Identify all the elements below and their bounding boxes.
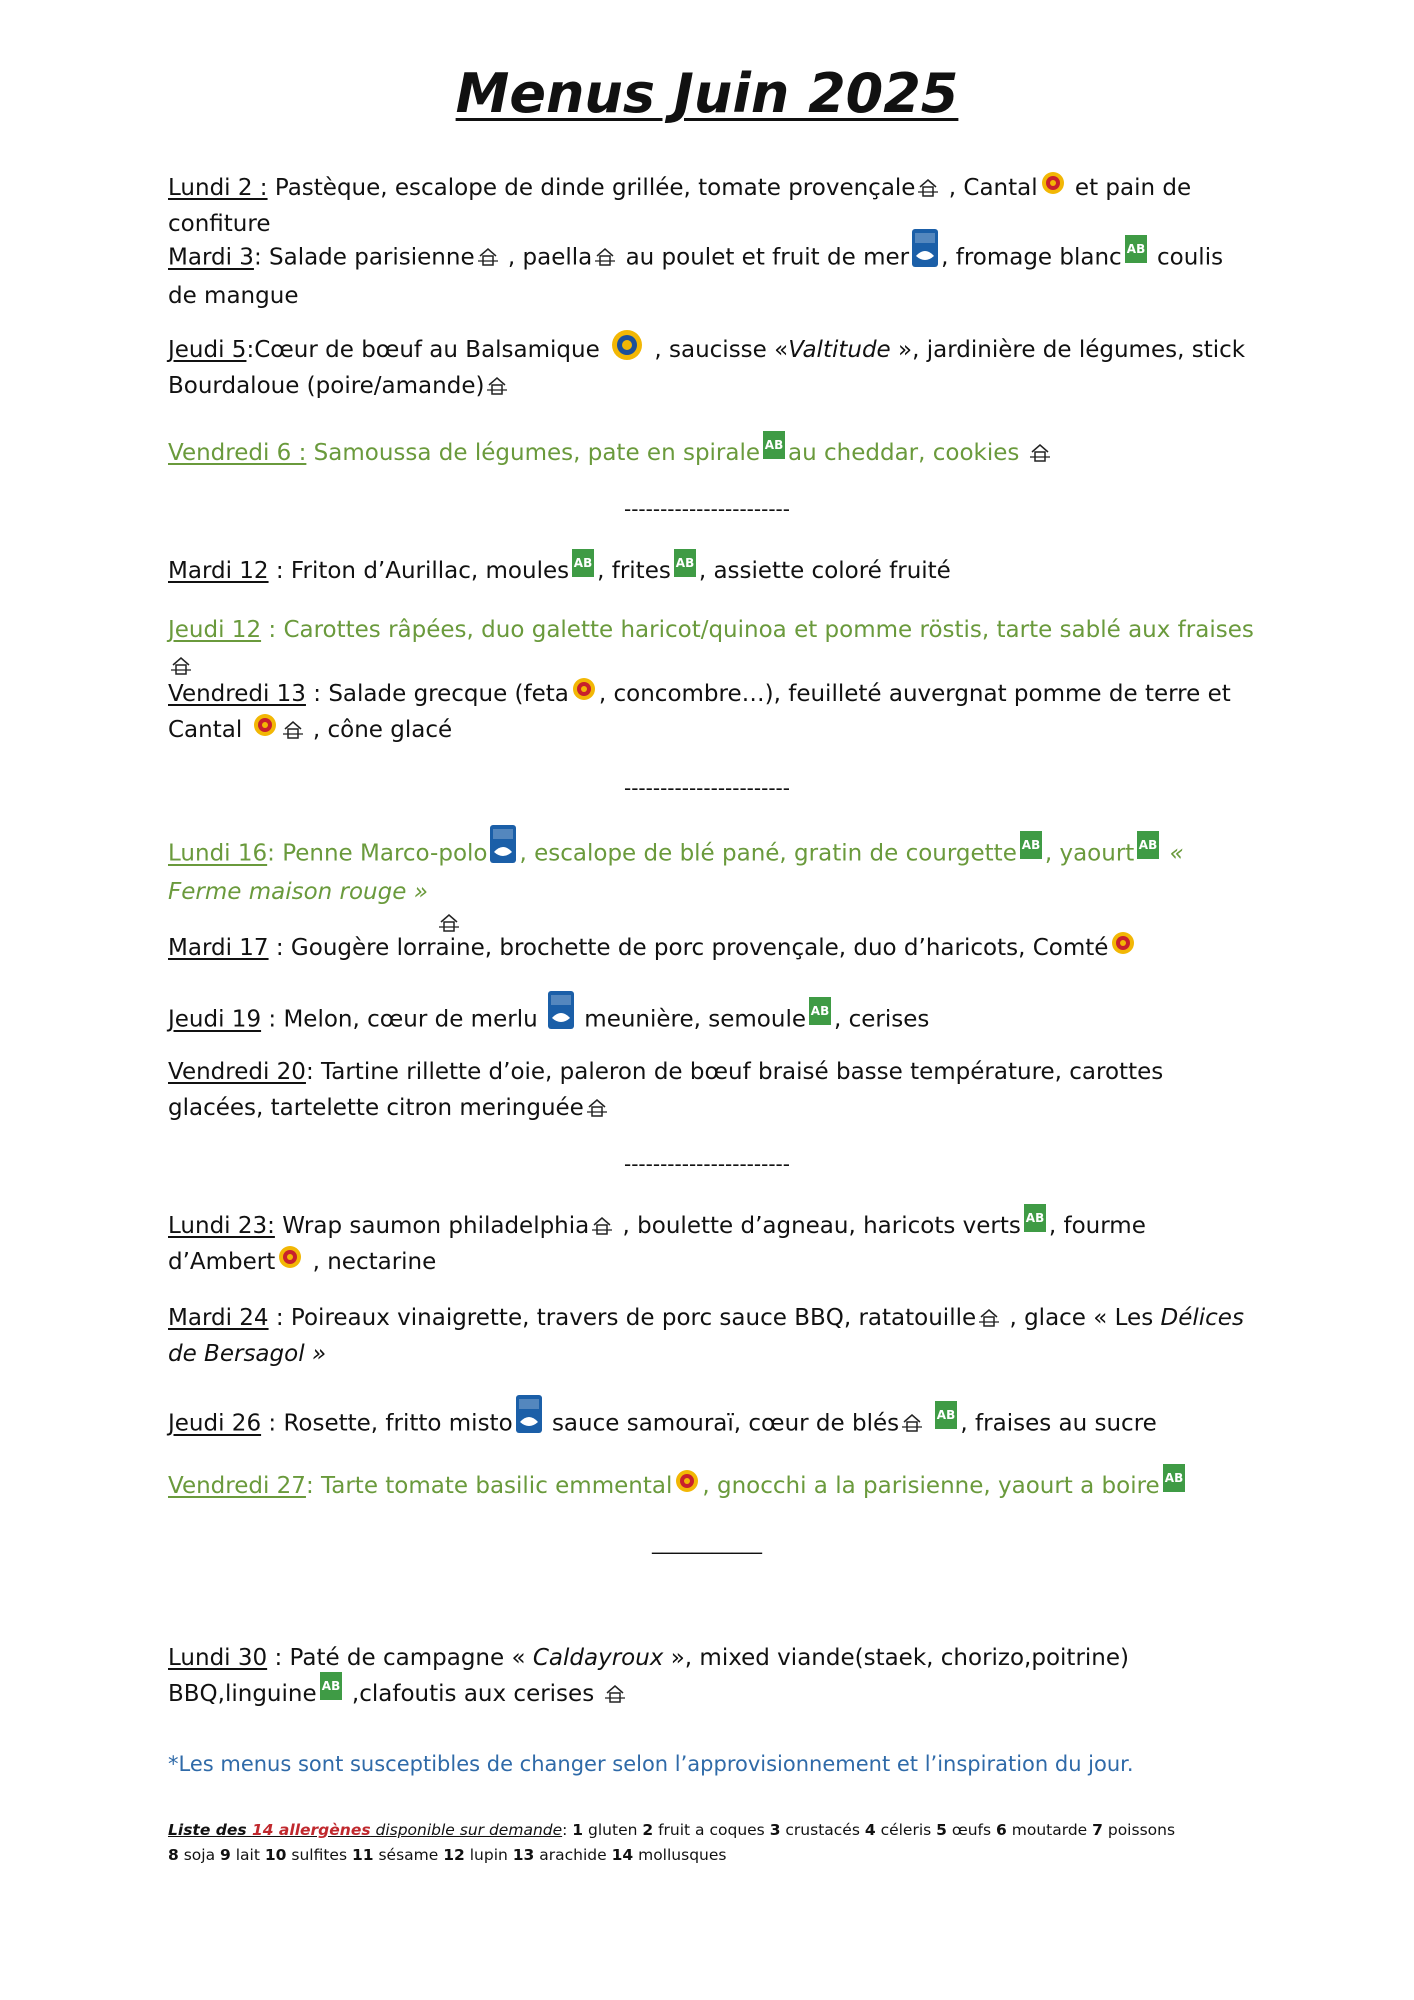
house-icon [1030,438,1050,458]
allergen-number: 13 [512,1846,535,1864]
allergen-number: 9 [220,1846,231,1864]
msc-label-icon [489,824,517,864]
day-label: Vendredi 27 [168,1473,306,1499]
allergen-number: 5 [936,1821,947,1839]
ab-label-icon [762,430,786,460]
allergen-name: sulfites [286,1846,352,1864]
disclaimer-note: *Les menus sont susceptibles de changer selon l’approvisionnement et l’inspiration du jour. [168,1752,1134,1776]
house-icon [283,715,303,735]
menu-text: au poulet et fruit de mer [618,244,910,271]
allergen-number: 14 [611,1846,634,1864]
msc-label-icon [547,990,575,1030]
menu-text: , fraises au sucre [960,1410,1157,1437]
svg-text:AB: AB [1126,242,1145,256]
msc-label-icon [515,1394,543,1434]
ab-label-icon [1162,1463,1186,1493]
house-icon [595,242,615,262]
allergen-number: 6 [996,1821,1007,1839]
allergen-name: moutarde [1006,1821,1093,1839]
ab-label-icon [1136,830,1160,860]
menu-text: Wrap saumon philadelphia [274,1213,590,1239]
day-label: Jeudi 26 [168,1410,262,1437]
aop-label-icon [253,712,277,736]
allergen-name: céleris [875,1821,937,1839]
menu-text: : Tarte tomate basilic emmental [305,1473,673,1499]
svg-text:AB: AB [1025,1210,1045,1225]
allergen-name: lait [230,1846,265,1864]
menu-entry-lundi-30 [168,1640,1258,1712]
day-label: Mardi 24 [168,1305,269,1331]
menu-text: , yaourt [1044,840,1135,867]
menu-text: , gnocchi a la parisienne, yaourt a boire [702,1473,1160,1499]
ab-label-icon [571,548,595,578]
day-label: Jeudi 19 [168,1006,262,1033]
day-label: Vendredi 6 : [168,440,307,466]
menu-text: Pastèque, escalope de dinde grillée, tomate provençale [267,175,916,201]
menu-text: , concombre…), feuilleté auvergnat pomme de terre et Cantal [168,681,1231,743]
house-icon [478,242,498,262]
menu-entry-jeudi-19 [168,1000,1258,1040]
menu-text: Samoussa de légumes, pate en spirale [306,440,761,466]
menu-text: , cerises [834,1006,930,1033]
svg-text:AB: AB [1164,1470,1183,1485]
menu-text: Valtitude [788,337,891,363]
menu-entry-jeudi-26 [168,1404,1258,1444]
allergen-colon: : [562,1821,573,1839]
svg-text:AB: AB [1021,838,1041,852]
house-icon [605,1679,625,1699]
allergen-count: 14 allergènes [251,1821,371,1839]
house-icon [979,1303,999,1323]
svg-text:AB: AB [321,1678,340,1693]
allergen-name: œufs [946,1821,997,1839]
allergen-name: sésame [373,1846,444,1864]
allergen-name: gluten [583,1821,643,1839]
menu-text: , assiette coloré fruité [698,558,951,584]
menu-entry-vendredi-6 [168,435,1258,471]
aop-label-icon [278,1244,302,1268]
svg-text:AB: AB [937,1408,956,1422]
allergen-number: 1 [572,1821,584,1839]
menu-text: , fromage blanc [941,244,1122,271]
menu-text: , glace « Les [1002,1305,1161,1331]
day-label: Jeudi 5 [168,337,247,363]
svg-text:AB: AB [573,555,593,570]
allergen-number: 4 [864,1821,876,1839]
allergen-number: 8 [168,1846,179,1864]
menu-entry-vendredi-13 [168,676,1258,748]
day-label: Vendredi 13 [168,681,306,707]
aop-label-icon [675,1468,699,1492]
menu-text: : Tartine rillette d’oie, paleron de bœuf braisé basse température, carottes glacées, tartelette citron meringuée [168,1059,1164,1121]
menu-text: : Gougère lorraine, brochette de porc provençale, duo d’haricots, Comté [268,935,1109,961]
menu-entry-lundi-2 [168,170,1258,242]
menu-entry-lundi-16 [168,834,1258,910]
page-title: Menus Juin 2025 [455,62,959,125]
menu-text: ,clafoutis aux cerises [344,1681,602,1707]
day-label: Vendredi 20 [168,1059,306,1085]
aop-label-icon [1041,170,1065,194]
house-icon [918,173,938,193]
menu-text [925,1411,932,1437]
house-icon [439,908,459,928]
allergen-list [168,1818,1268,1868]
menu-text: , boulette d’agneau, haricots verts [615,1213,1021,1239]
separator: ----------------------- [624,1152,790,1176]
allergen-lead-text: Liste des [168,1821,252,1839]
menu-text: : Salade parisienne [253,244,475,271]
menu-text: : Carottes râpées, duo galette haricot/quinoa et pomme röstis, tarte sablé aux fraises [261,617,1254,643]
menu-text: , fourme d’Ambert [168,1213,1146,1275]
menu-entry-lundi-23 [168,1208,1258,1280]
aop-label-icon [572,676,596,700]
menu-text: : Rosette, fritto misto [261,1410,513,1437]
menu-entry-mardi-24 [168,1300,1258,1372]
ab-label-icon [319,1671,343,1701]
allergen-lead [168,1821,371,1839]
menu-text: », mixed viande(staek, chorizo,poitrine) BBQ,linguine [168,1645,1129,1707]
allergen-name: poissons [1102,1821,1176,1839]
allergen-number: 7 [1092,1821,1103,1839]
day-label: Lundi 2 : [168,175,268,201]
menu-text: , paella [500,244,593,271]
allergen-name: crustacés [780,1821,865,1839]
svg-text:AB: AB [1139,838,1158,852]
house-icon [171,651,191,671]
menu-entry-vendredi-27 [168,1468,1258,1504]
allergen-number: 10 [264,1846,287,1864]
menu-text: Délices de Bersagol » [168,1305,1244,1367]
svg-text:AB: AB [675,555,695,570]
menu-text: : Paté de campagne « [267,1645,533,1671]
svg-text:AB: AB [810,1004,830,1018]
house-icon [592,1211,612,1231]
menu-text: meunière, semoule [576,1006,806,1033]
ab-label-icon [808,996,832,1026]
separator: ___________ [652,1530,762,1554]
menu-text: et pain de confiture [168,175,1192,237]
allergen-lead-text: disponible sur demande [370,1821,563,1839]
house-icon [587,1093,607,1113]
day-label: Lundi 16 [168,840,268,867]
menu-text: « Ferme maison rouge » [168,840,1184,905]
menu-text: , Cantal [941,175,1038,201]
house-icon [487,371,507,391]
ab-label-icon [1019,830,1043,860]
menu-text: , frites [597,558,671,584]
ab-label-icon [934,1400,958,1430]
menu-entry-mardi-3 [168,238,1258,314]
menu-text: coulis de mangue [168,244,1224,309]
separator: ----------------------- [624,497,790,521]
day-label: Mardi 17 [168,935,269,961]
day-label: Lundi 23: [168,1213,275,1239]
menu-text: , nectarine [305,1249,437,1275]
allergen-name: soja [178,1846,221,1864]
menu-text: , cône glacé [305,717,453,743]
menu-text: : Melon, cœur de merlu [261,1006,545,1033]
ab-label-icon [673,548,697,578]
allergen-name: lupin [464,1846,513,1864]
menu-text: : Poireaux vinaigrette, travers de porc sauce BBQ, ratatouille [268,1305,977,1331]
day-label: Jeudi 12 [168,617,262,643]
menu-text: au cheddar, cookies [788,440,1027,466]
igp-label-icon [611,329,643,361]
allergen-number: 3 [769,1821,781,1839]
svg-text:AB: AB [764,437,784,452]
allergen-number: 12 [443,1846,465,1864]
house-icon [902,1408,922,1428]
allergen-name: mollusques [633,1846,727,1864]
menu-text: : Salade grecque (feta [305,681,569,707]
menu-entry-vendredi-20 [168,1054,1258,1126]
separator: ----------------------- [624,776,790,800]
menu-text: , escalope de blé pané, gratin de courgette [519,840,1017,867]
menu-text: sauce samouraï, cœur de blés [544,1410,900,1437]
menu-text: : Penne Marco-polo [267,840,488,867]
menu-entry-mardi-17 [168,930,1258,966]
menu-entry-jeudi-5 [168,332,1258,404]
allergen-number: 2 [642,1821,654,1839]
menu-text: , saucisse « [647,337,789,363]
aop-label-icon [1111,930,1135,954]
allergen-name: arachide [534,1846,612,1864]
msc-label-icon [911,228,939,268]
allergen-name: fruit a coques [653,1821,770,1839]
menu-text: :Cœur de bœuf au Balsamique [246,337,608,363]
day-label: Lundi 30 [168,1645,268,1671]
ab-label-icon [1023,1203,1047,1233]
menu-text: : Friton d’Aurillac, moules [268,558,570,584]
menu-entry-mardi-12 [168,553,1258,589]
menu-entry-jeudi-12 [168,612,1258,684]
day-label: Mardi 3 [168,244,254,271]
day-label: Mardi 12 [168,558,269,584]
menu-text: Caldayroux [532,1645,664,1671]
menu-text: », jardinière de légumes, stick Bourdaloue (poire/amande) [168,337,1246,399]
ab-label-icon [1124,234,1148,264]
allergen-number: 11 [351,1846,374,1864]
